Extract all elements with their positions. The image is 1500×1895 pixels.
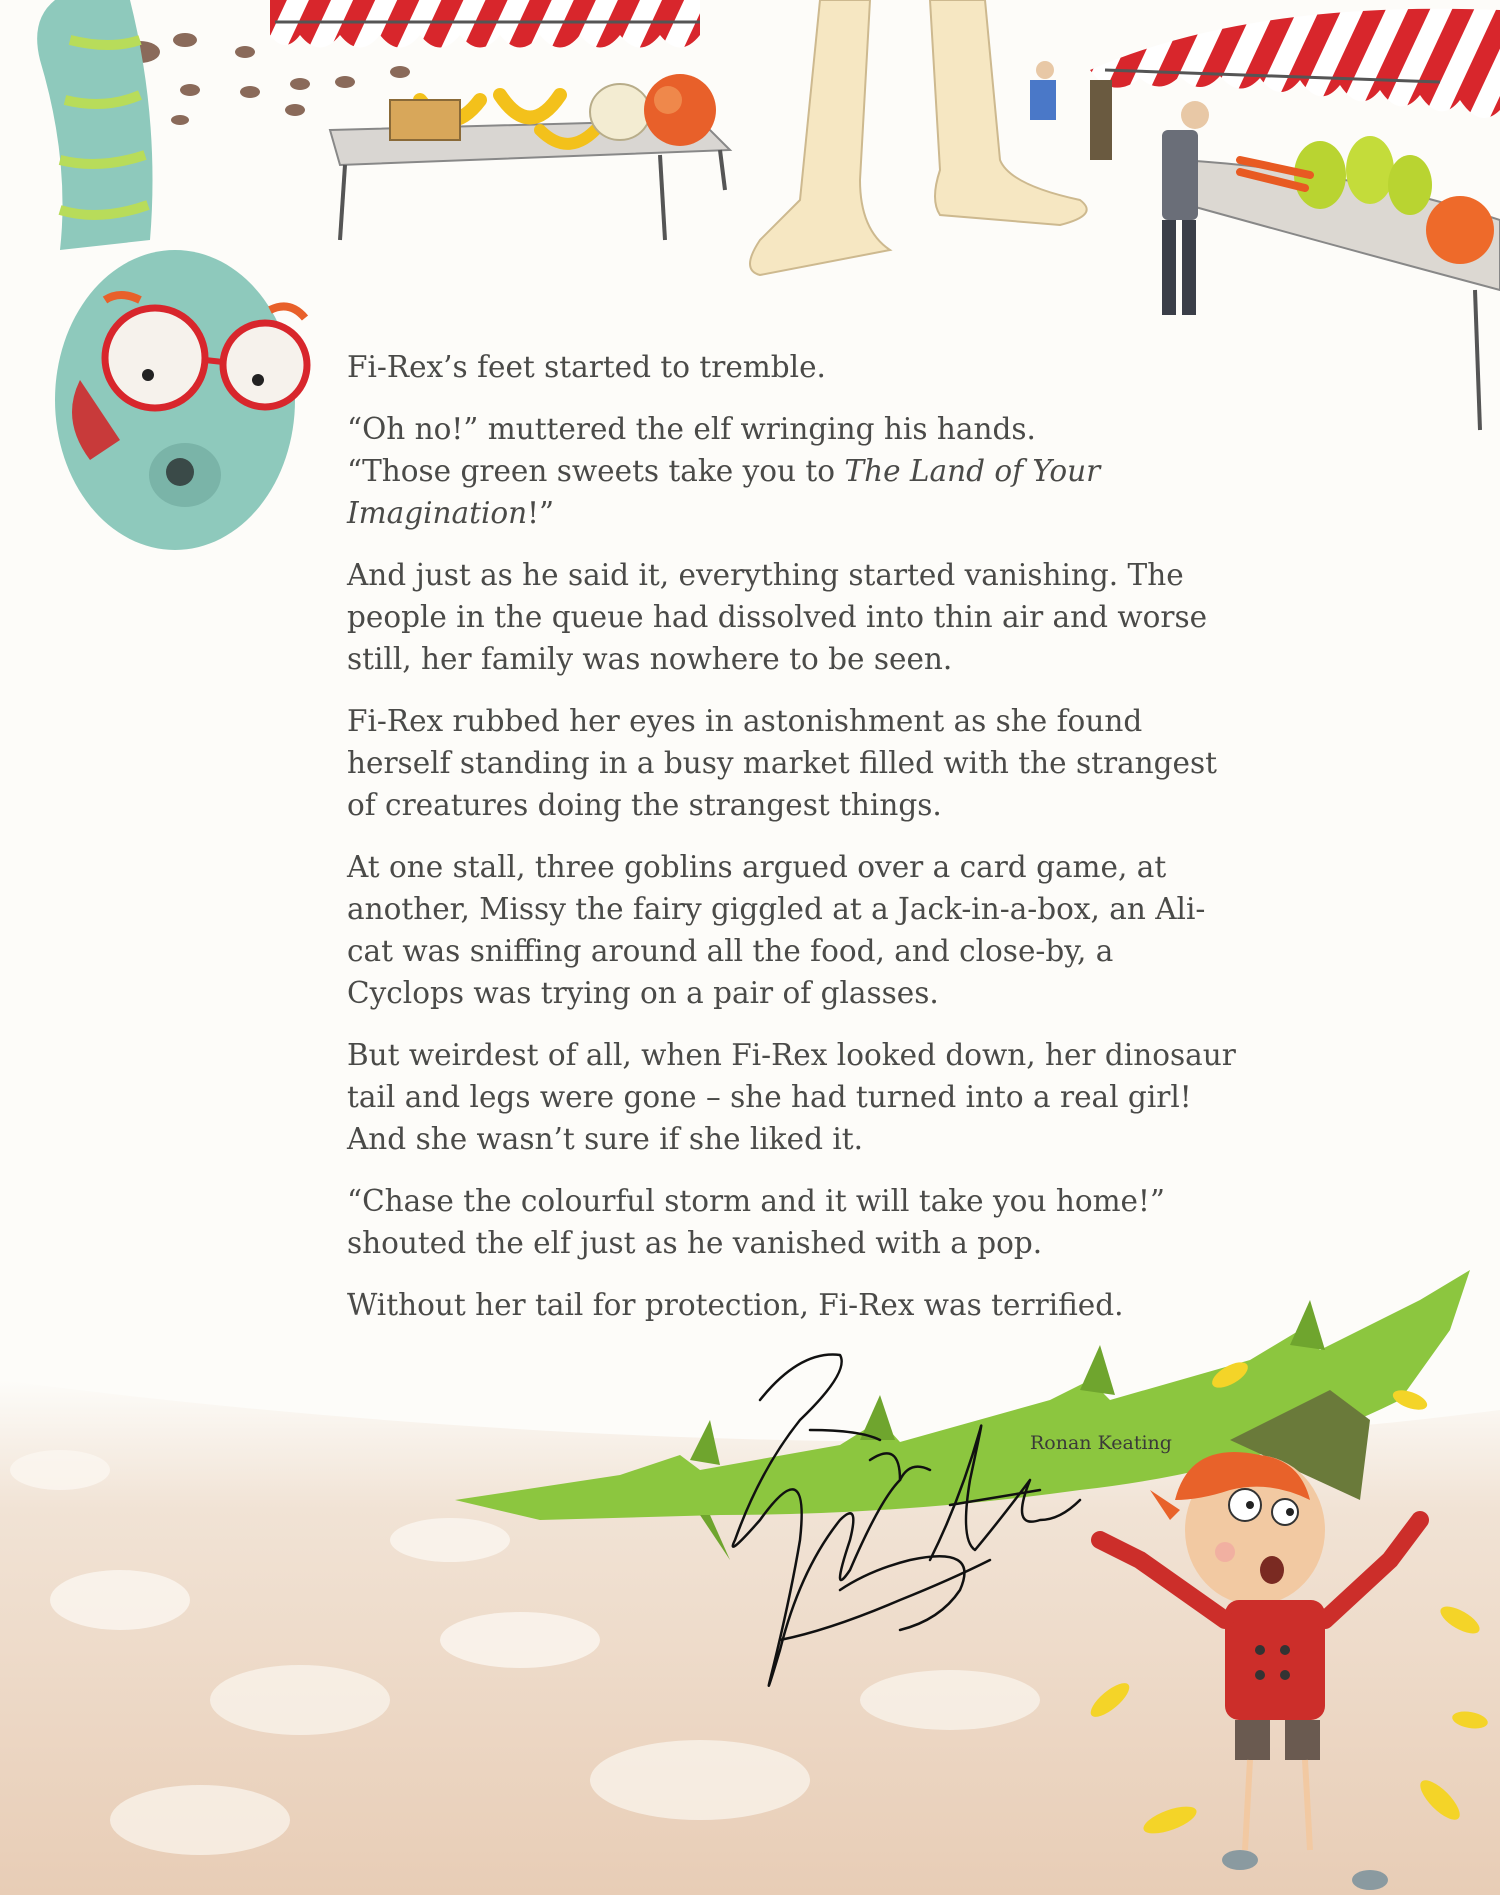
story-paragraph: Without her tail for protection, Fi-Rex was terrified. (347, 1288, 1124, 1322)
story-paragraph: Fi-Rex rubbed her eyes in astonishment as she found herself standing in a busy market filled with the strangest of creatures doing the strangest things. (347, 704, 1218, 822)
story-paragraph: “Chase the colourful storm and it will take you home!” shouted the elf just as he vanished with a pop. (347, 1184, 1165, 1260)
story-paragraph: And just as he said it, everything started vanishing. The people in the queue had dissolved into thin air and worse still, her family was nowhere to be seen. (347, 558, 1208, 676)
elf-quote-end: !” (527, 496, 555, 530)
flying-birds (120, 33, 410, 125)
story-paragraph: Fi-Rex’s feet started to tremble. (347, 350, 826, 384)
book-title-italic: The Land of Your Imagination (347, 454, 1101, 530)
elf-quote-start: “Those green sweets take you to (347, 454, 845, 488)
giant-legs (750, 0, 1087, 275)
elf-quote-line: “Oh no!” muttered the elf wringing his hands. (347, 412, 1036, 446)
author-name: Ronan Keating (1030, 1432, 1172, 1454)
left-market-stall (270, 0, 730, 240)
dinosaur-fi-rex (37, 0, 307, 550)
story-text (347, 346, 1237, 1346)
story-paragraph: But weirdest of all, when Fi-Rex looked down, her dinosaur tail and legs were gone – she had turned into a real girl! And she wasn’t sure if she liked it. (347, 1038, 1236, 1156)
story-paragraph: At one stall, three goblins argued over a card game, at another, Missy the fairy giggled at a Jack-in-a-box, an Ali-cat was sniffing around all the food, and close-by, a Cyclops was trying on a pair of glasses. (347, 850, 1206, 1010)
story-paragraph (347, 408, 1237, 534)
